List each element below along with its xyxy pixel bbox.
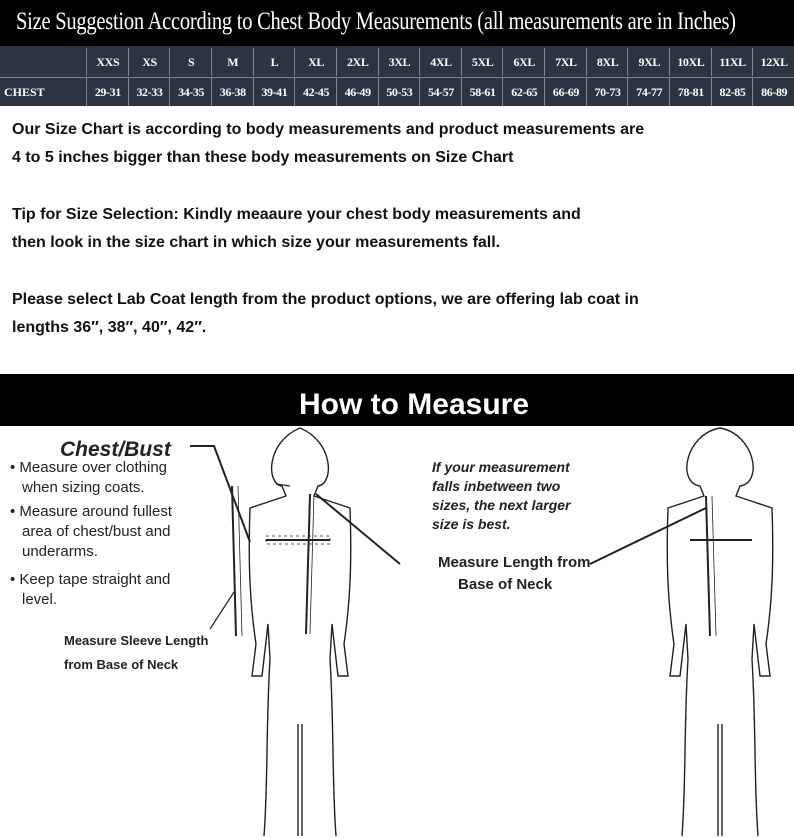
in-between-note-line-3: sizes, the next larger	[432, 497, 571, 513]
chest-row-label: CHEST	[4, 85, 45, 99]
chest-tip-2-line-2: area of chest/bust and	[22, 523, 171, 540]
size-row	[0, 48, 794, 78]
chest-value-cell: 29-31	[86, 78, 129, 106]
chest-value-cell: 62-65	[502, 78, 545, 106]
chest-tip-3	[10, 570, 170, 610]
size-chart-note-line-2: 4 to 5 inches bigger than these body measurements on Size Chart	[12, 149, 514, 166]
size-chart-table	[0, 46, 794, 106]
chest-tip-1-line-2: when sizing coats.	[22, 479, 145, 496]
size-tip-line-1: Tip for Size Selection: Kindly meaaure your chest body measurements and	[12, 206, 581, 223]
chest-pointer-line	[190, 446, 250, 542]
chest-value-cell: 74-77	[627, 78, 670, 106]
chest-value-cell: 32-33	[128, 78, 171, 106]
chest-value-cell: 36-38	[211, 78, 254, 106]
chest-value-cell: 86-89	[752, 78, 794, 106]
size-header-cell: 2XL	[336, 48, 379, 76]
chest-row	[0, 78, 794, 108]
chest-value-cell: 82-85	[711, 78, 754, 106]
length-label-line-2: Base of Neck	[458, 576, 553, 593]
size-header-cell: 8XL	[586, 48, 629, 76]
in-between-note-line-4: size is best.	[432, 516, 511, 532]
size-header-cell: XS	[128, 48, 171, 76]
chest-tip-3-line-2: level.	[22, 591, 58, 608]
how-to-measure-heading: How to Measure	[298, 388, 530, 421]
chest-tip-2-line-1: Measure around fullest	[19, 503, 173, 520]
size-header-cell: XL	[294, 48, 337, 76]
bullet-icon: •	[10, 571, 20, 588]
in-between-sizes-note	[432, 458, 571, 534]
coat-length-note-line-1: Please select Lab Coat length from the product options, we are offering lab coat in	[12, 291, 639, 308]
size-header-cell: M	[211, 48, 254, 76]
sleeve-length-label	[64, 629, 209, 677]
chest-tip-2	[10, 502, 172, 562]
size-tip	[12, 201, 581, 257]
measurement-diagram	[0, 424, 794, 838]
size-header-cell: 10XL	[669, 48, 712, 76]
in-between-note-line-2: falls inbetween two	[432, 478, 561, 494]
size-header-cell: S	[169, 48, 212, 76]
chest-value-cell: 66-69	[544, 78, 587, 106]
coat-length-note-line-2: lengths 36″, 38″, 40″, 42″.	[12, 319, 207, 336]
size-header-cell: 9XL	[627, 48, 670, 76]
size-chart-note-line-1: Our Size Chart is according to body measurements and product measurements are	[12, 121, 645, 138]
size-header-cell: 6XL	[502, 48, 545, 76]
chest-bust-title: Chest/Bust	[60, 438, 171, 461]
bullet-icon: •	[10, 459, 20, 476]
chest-value-cell: 34-35	[169, 78, 212, 106]
chest-value-cell: 39-41	[253, 78, 296, 106]
size-header-cell: 12XL	[752, 48, 794, 76]
bullet-icon: •	[10, 503, 20, 520]
chest-value-cell: 46-49	[336, 78, 379, 106]
page-title: Size Suggestion According to Chest Body Measurements (all measurements are in Inches)	[16, 8, 736, 35]
size-header-cell: 7XL	[544, 48, 587, 76]
chest-value-cell: 58-61	[461, 78, 504, 106]
size-row-label	[0, 48, 4, 76]
front-figure	[232, 428, 351, 836]
chest-tip-2-line-3: underarms.	[22, 543, 98, 560]
chest-value-cell: 78-81	[669, 78, 712, 106]
coat-length-note	[12, 286, 639, 342]
length-label-line-1: Measure Length from	[438, 554, 591, 571]
size-header-cell: 4XL	[419, 48, 462, 76]
in-between-note-line-1: If your measurement	[432, 459, 570, 475]
title-bar	[0, 0, 794, 46]
chest-tip-1-line-1: Measure over clothing	[19, 459, 167, 476]
size-header-cell: 5XL	[461, 48, 504, 76]
size-header-cell: XXS	[86, 48, 129, 76]
length-label	[438, 552, 591, 596]
back-figure	[667, 428, 773, 836]
length-pointer-line	[316, 494, 400, 564]
size-chart-note	[12, 116, 644, 172]
size-header-cell: 11XL	[711, 48, 754, 76]
chest-tip-3-line-1: Keep tape straight and	[19, 571, 171, 588]
sleeve-pointer-line	[210, 592, 234, 629]
sleeve-length-label-line-1: Measure Sleeve Length	[64, 633, 209, 648]
chest-tip-1	[10, 458, 167, 498]
chest-value-cell: 50-53	[378, 78, 421, 106]
size-header-cell: 3XL	[378, 48, 421, 76]
chest-value-cell: 42-45	[294, 78, 337, 106]
size-header-cell: L	[253, 48, 296, 76]
chest-value-cell: 70-73	[586, 78, 629, 106]
chest-value-cell: 54-57	[419, 78, 462, 106]
sleeve-length-label-line-2: from Base of Neck	[64, 657, 179, 672]
size-tip-line-2: then look in the size chart in which size your measurements fall.	[12, 234, 501, 251]
